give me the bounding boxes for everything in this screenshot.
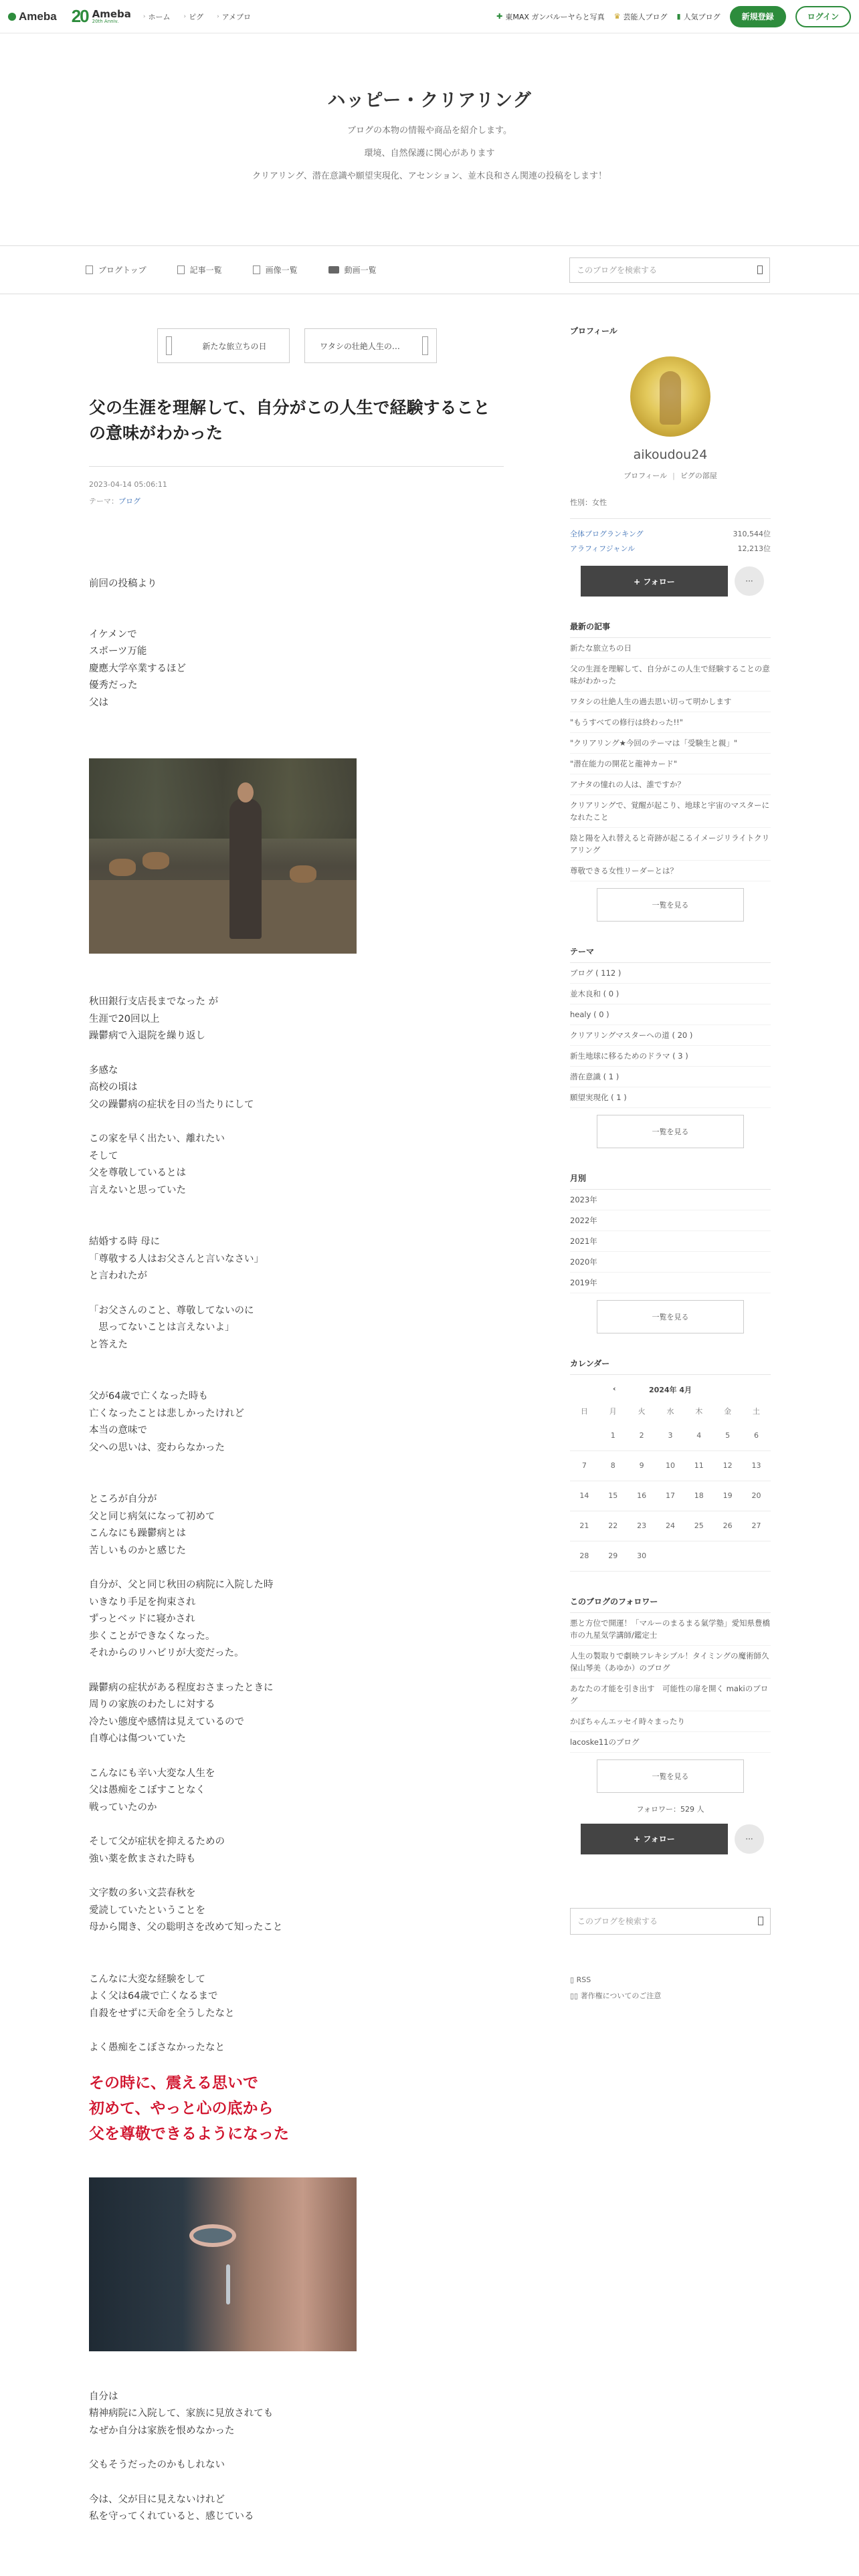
nav-label: ピグ xyxy=(189,12,204,21)
crown-icon: ♛ xyxy=(613,12,621,21)
chevron-right-icon: › xyxy=(183,13,187,20)
theme-label: テーマ： xyxy=(89,497,118,506)
sidebar xyxy=(570,294,771,2526)
rank-overall-link[interactable]: 全体ブログランキング xyxy=(570,530,644,538)
calendar-day: 14 xyxy=(570,1481,599,1511)
paragraph: この家を早く出たい、離れたい そして 父を尊敬しているとは 言えないと思っていた xyxy=(89,1134,225,1196)
anniversary-text xyxy=(92,9,131,24)
article-title: 父の生涯を理解して、自分がこの人生で経験することの意味がわかった xyxy=(89,398,490,443)
calendar-day: 7 xyxy=(570,1451,599,1481)
list-item[interactable]: 人生の製取りで劇映フレキシブル！タイミングの魔術師久保山琴美（あゆか）のブログ xyxy=(570,1646,771,1679)
paragraph: よく愚痴をこぼさなかったなと xyxy=(89,2042,225,2053)
promo-label: 東MAX ガンバルーヤらと写真 xyxy=(505,12,605,21)
home-icon xyxy=(86,265,93,274)
calendar-day: 17 xyxy=(656,1481,685,1511)
paragraph: 今は、父が目に見えないけれど 私を守ってくれていると、感じている xyxy=(89,2494,254,2522)
father-photo xyxy=(89,758,357,954)
global-right xyxy=(496,6,851,27)
see-all-followers-button[interactable]: 一覧を見る xyxy=(597,1759,744,1793)
copyright-link[interactable] xyxy=(570,1988,771,2004)
paragraph: イケメンで スポーツ万能 慶應大学卒業するほど 優秀だった 父は xyxy=(89,629,186,708)
follow-row xyxy=(570,566,771,597)
recent-heading: 最新の記事 xyxy=(570,621,771,638)
anniversary-logo[interactable] xyxy=(72,6,131,27)
blog-search-input[interactable] xyxy=(569,257,770,283)
sidebar-links xyxy=(570,1972,771,2004)
paragraph: 文字数の多い文芸春秋を 愛読していたということを 母から聞き、父の聡明さを改めて知ったこと xyxy=(89,1888,283,1933)
chevron-right-icon: › xyxy=(142,13,146,20)
calendar-day: 1 xyxy=(599,1420,628,1451)
popular-blog-link[interactable] xyxy=(677,11,721,22)
calendar-day: 20 xyxy=(742,1481,771,1511)
followers-list xyxy=(570,1613,771,1753)
article-body xyxy=(89,576,504,2526)
calendar-day: 2 xyxy=(628,1420,656,1451)
calendar-table xyxy=(570,1402,771,1572)
month-heading: 月別 xyxy=(570,1172,771,1190)
calendar-day: 11 xyxy=(684,1451,713,1481)
calendar-month xyxy=(570,1384,771,1395)
calendar-day: 9 xyxy=(628,1451,656,1481)
see-all-recent-button[interactable]: 一覧を見る xyxy=(597,888,744,922)
blognav-label: 動画一覧 xyxy=(344,265,377,275)
signup-button[interactable]: 新規登録 xyxy=(730,6,786,27)
weekday: 土 xyxy=(753,1407,761,1416)
calendar-day: 19 xyxy=(713,1481,742,1511)
chevron-right-icon xyxy=(422,336,428,355)
calendar-day: 5 xyxy=(713,1420,742,1451)
profile-heading: プロフィール xyxy=(570,326,617,336)
blog-desc-line: ブログの本物の情報や商品を紹介します。 xyxy=(347,126,512,136)
rss-label: RSS xyxy=(576,1975,591,1984)
list-item[interactable]: 2020年 xyxy=(570,1252,771,1273)
see-all-months-button[interactable]: 一覧を見る xyxy=(597,1300,744,1333)
celebrity-blog-link[interactable] xyxy=(614,11,668,22)
paragraph: こんなにも辛い大変な人生を 父は愚痴をこぼすことなく 戦っていたのか xyxy=(89,1767,215,1813)
celebrity-label: 芸能人ブログ xyxy=(623,12,668,21)
list-item[interactable]: 並木良和 ( 0 ) xyxy=(570,984,771,1004)
logo-text: Ameba xyxy=(19,9,57,23)
rank-genre xyxy=(570,542,771,556)
blog-desc-line: クリアリング、潜在意識や願望実現化、アセンション、並木良和さん関連の投稿をします！ xyxy=(252,171,607,181)
image-icon xyxy=(253,265,260,274)
list-item[interactable]: "もうすべての修行は終わった!!" xyxy=(570,712,771,733)
calendar-day: 12 xyxy=(713,1451,742,1481)
blog-title[interactable]: ハッピー・クリアリング xyxy=(327,90,532,111)
calendar-day: 23 xyxy=(628,1511,656,1541)
calendar-day xyxy=(570,1420,599,1451)
calendar-day: 15 xyxy=(599,1481,628,1511)
search-placeholder: このブログを検索する xyxy=(577,1917,658,1926)
calendar-day: 10 xyxy=(656,1451,685,1481)
calendar-day: 3 xyxy=(656,1420,685,1451)
calendar-heading: カレンダー xyxy=(570,1358,771,1375)
list-item[interactable]: 父の生涯を理解して、自分がこの人生で経験することの意味がわかった xyxy=(570,659,771,691)
month-list xyxy=(570,1190,771,1293)
follow-button[interactable]: + フォロー xyxy=(581,566,728,597)
promo-link[interactable] xyxy=(496,11,605,22)
calendar-day xyxy=(656,1541,685,1571)
recent-list xyxy=(570,638,771,881)
paragraph: 「お父さんのこと、尊敬してないのに 思ってないことは言えないよ」 と答えた xyxy=(89,1305,254,1350)
ameba-logo[interactable] xyxy=(8,10,57,23)
rank-overall xyxy=(570,527,771,542)
list-item[interactable]: 願望実現化 ( 1 ) xyxy=(570,1087,771,1108)
prev-article-button[interactable] xyxy=(157,328,290,363)
sidebar-search-input[interactable] xyxy=(570,1908,771,1935)
paragraph: 前回の投稿より xyxy=(89,578,157,589)
blog-header xyxy=(0,33,859,246)
rank-genre-value: 12,213位 xyxy=(737,544,771,553)
warning-icon: ▯▯ xyxy=(570,1991,581,2000)
article-theme xyxy=(89,496,504,506)
calendar-day: 24 xyxy=(656,1511,685,1541)
blognav-top[interactable] xyxy=(86,264,147,276)
calendar-day xyxy=(684,1541,713,1571)
anniversary-subtitle: 20th Anniv. xyxy=(92,18,119,24)
theme-heading: テーマ xyxy=(570,946,771,963)
rank-genre-link[interactable]: アラフィフジャンル xyxy=(570,544,636,553)
more-options-button[interactable]: ··· xyxy=(735,566,764,596)
calendar-day: 21 xyxy=(570,1511,599,1541)
search-icon[interactable] xyxy=(757,265,763,274)
calendar-day: 28 xyxy=(570,1541,599,1571)
username[interactable]: aikoudou24 xyxy=(633,447,708,462)
weekday: 月 xyxy=(609,1407,617,1416)
blognav-label: 画像一覧 xyxy=(265,265,298,275)
profile-links: プロフィール | ピグの部屋 xyxy=(624,471,717,480)
theme-link[interactable]: ブログ xyxy=(118,497,140,506)
list-item[interactable]: 陰と陽を入れ替えると奇跡が起こるイメージリライトクリアリング xyxy=(570,828,771,861)
ameba-logo-icon xyxy=(8,13,16,21)
list-item[interactable]: 2023年 xyxy=(570,1190,771,1210)
calendar-day: 27 xyxy=(742,1511,771,1541)
login-button[interactable]: ログイン xyxy=(795,6,851,27)
calendar-day xyxy=(713,1541,742,1571)
list-item[interactable]: "クリアリング★今回のテーマは「受験生と親」" xyxy=(570,733,771,754)
see-all-themes-button[interactable]: 一覧を見る xyxy=(597,1115,744,1148)
prev-label: 新たな旅立ちの日 xyxy=(202,341,267,351)
list-item[interactable]: 新たな旅立ちの日 xyxy=(570,638,771,659)
paragraph: 父が64歳で亡くなった時も 亡くなったことは悲しかったけれど 本当の意味で 父への思いは、変わらなかった xyxy=(89,1391,244,1453)
calendar-day: 29 xyxy=(599,1541,628,1571)
list-item[interactable]: クリアリングで、覚醒が起こり、地球と宇宙のマスターになれたこと xyxy=(570,795,771,828)
list-item[interactable]: lacoske11のブログ xyxy=(570,1732,771,1753)
calendar xyxy=(570,1384,771,1572)
blognav-articles[interactable] xyxy=(177,264,222,276)
weekday: 金 xyxy=(724,1407,732,1416)
more-options-button[interactable]: ··· xyxy=(735,1824,764,1854)
followers-heading: このブログのフォロワー xyxy=(570,1596,771,1613)
blog-description xyxy=(0,120,859,188)
highlight-text: その時に、震える思いで 初めて、やっと心の底から 父を尊敬できるようになった xyxy=(89,2074,289,2143)
avatar[interactable] xyxy=(630,356,710,437)
theme-list xyxy=(570,963,771,1108)
star-icon: ✚ xyxy=(496,12,503,21)
chevron-right-icon: › xyxy=(217,13,219,20)
anniversary-title: Ameba xyxy=(92,7,131,20)
follow-row-bottom xyxy=(570,1824,771,1854)
list-item[interactable]: 2021年 xyxy=(570,1231,771,1252)
calendar-day: 16 xyxy=(628,1481,656,1511)
copyright-label: 著作権についてのご注意 xyxy=(580,1991,662,2000)
global-nav-home[interactable] xyxy=(143,11,171,22)
weekday: 日 xyxy=(580,1407,588,1416)
paragraph: そして父が症状を抑えるための 強い薬を飲まされた時も xyxy=(89,1836,225,1864)
prev-next-nav xyxy=(157,328,504,363)
list-item[interactable]: 2019年 xyxy=(570,1273,771,1293)
paragraph: 結婚する時 母に 「尊敬する人はお父さんと言いなさい」 と言われたが xyxy=(89,1237,264,1281)
blognav-images[interactable] xyxy=(253,264,298,276)
global-nav xyxy=(143,11,251,22)
blog-nav xyxy=(0,246,859,294)
pig-room-link[interactable]: ピグの部屋 xyxy=(680,471,717,480)
calendar-day: 18 xyxy=(684,1481,713,1511)
paragraph: 躁鬱病の症状がある程度おさまったときに 周りの家族のわたしに対する 冷たい態度や感情は見えているので 自尊心は傷ついていた xyxy=(89,1682,274,1744)
calendar-month-label: 2024年 4月 xyxy=(648,1386,692,1394)
paragraph: こんなに大変な経験をして よく父は64歳で亡くなるまで 自殺をせずに天命を全うしたなと xyxy=(89,1973,235,2019)
calendar-day: 8 xyxy=(599,1451,628,1481)
list-item[interactable]: アナタの憧れの人は、誰ですか？ xyxy=(570,774,771,795)
chevron-left-icon[interactable]: ‹ xyxy=(613,1384,616,1393)
weekday: 木 xyxy=(695,1407,703,1416)
global-nav-ameblo[interactable] xyxy=(217,11,251,22)
calendar-day: 26 xyxy=(713,1511,742,1541)
paragraph: 父もそうだったのかもしれない xyxy=(89,2460,225,2470)
next-article-button[interactable] xyxy=(304,328,437,363)
blognav-videos[interactable] xyxy=(328,264,377,276)
list-item[interactable]: healy ( 0 ) xyxy=(570,1004,771,1025)
tear-photo xyxy=(89,2177,357,2351)
list-item[interactable]: 潜在意識 ( 1 ) xyxy=(570,1067,771,1087)
list-item[interactable]: ワタシの壮絶人生の過去思い切って明かします xyxy=(570,691,771,712)
paragraph: ところが自分が 父と同じ病気になって初めて こんなにも躁鬱病とは 苦しいものかと感じた xyxy=(89,1494,215,1556)
follower-count: フォロワー：529 人 xyxy=(636,1804,704,1814)
list-item[interactable]: かぼちゃんエッセイ時々まったり xyxy=(570,1711,771,1732)
divider xyxy=(89,466,504,467)
calendar-day: 25 xyxy=(684,1511,713,1541)
anniversary-20-icon: 20 xyxy=(71,6,88,26)
next-label: ワタシの壮絶人生の… xyxy=(320,341,400,351)
calendar-day: 30 xyxy=(628,1541,656,1571)
global-header xyxy=(0,0,859,33)
document-icon xyxy=(177,265,185,274)
rss-icon: ▯ xyxy=(570,1975,577,1984)
list-item[interactable]: 尊敬できる女性リーダーとは？ xyxy=(570,861,771,881)
ranking xyxy=(570,527,771,556)
weekday: 水 xyxy=(666,1407,674,1416)
profile-link[interactable]: プロフィール xyxy=(624,471,668,480)
paragraph: 秋田銀行支店長までなった が 生涯で20回以上 躁鬱病で入退院を繰り返し xyxy=(89,996,219,1041)
nav-label: アメブロ xyxy=(221,12,252,21)
list-item[interactable]: "潜在能力の開花と龍神カード" xyxy=(570,754,771,774)
paragraph: 多感な 高校の頃は 父の躁鬱病の症状を目の当たりにして xyxy=(89,1065,254,1110)
list-item[interactable]: ブログ ( 112 ) xyxy=(570,963,771,984)
rank-overall-value: 310,544位 xyxy=(733,530,771,538)
paragraph: 自分は 精神病院に入院して、家族に見放されても なぜか自分は家族を恨めなかった xyxy=(89,2391,274,2436)
blognav-label: 記事一覧 xyxy=(189,265,222,275)
blognav-label: ブログトップ xyxy=(98,265,147,275)
article-column xyxy=(89,294,504,2526)
list-item[interactable]: 2022年 xyxy=(570,1210,771,1231)
rss-link[interactable] xyxy=(570,1972,771,1988)
global-nav-pig[interactable] xyxy=(184,11,204,22)
popular-label: 人気ブログ xyxy=(683,12,721,21)
list-item[interactable]: 新生地球に移るためのドラマ ( 3 ) xyxy=(570,1046,771,1067)
video-icon xyxy=(328,266,339,274)
list-item[interactable]: クリアリングマスターへの道 ( 20 ) xyxy=(570,1025,771,1046)
chevron-left-icon xyxy=(166,336,172,355)
calendar-day: 13 xyxy=(742,1451,771,1481)
search-icon[interactable] xyxy=(758,1917,763,1925)
list-item[interactable]: 悪と方位で開運！「マルーのまるまる氣学塾」愛知県豊橋市の九星気学講師/鑑定士 xyxy=(570,1613,771,1646)
calendar-day: 4 xyxy=(684,1420,713,1451)
calendar-day xyxy=(742,1541,771,1571)
article-datetime: 2023-04-14 05:06:11 xyxy=(89,480,167,489)
nav-label: ホーム xyxy=(148,12,171,21)
calendar-day: 22 xyxy=(599,1511,628,1541)
ranking-icon: ▮ xyxy=(676,12,681,21)
gender: 性別：女性 xyxy=(570,497,771,519)
blog-desc-line: 環境、自然保護に関心があります xyxy=(364,148,495,158)
search-placeholder: このブログを検索する xyxy=(577,265,658,275)
list-item[interactable]: あなたの才能を引き出す 可能性の扉を開く makiのブログ xyxy=(570,1679,771,1711)
calendar-day: 6 xyxy=(742,1420,771,1451)
weekday: 火 xyxy=(638,1407,646,1416)
paragraph: 自分が、父と同じ秋田の病院に入院した時 いきなり手足を拘束され ずっとベッドに寝かされ 歩くことができなくなった。 それからのリハビリが大変だった。 xyxy=(89,1580,274,1658)
follow-button[interactable]: + フォロー xyxy=(581,1824,728,1854)
